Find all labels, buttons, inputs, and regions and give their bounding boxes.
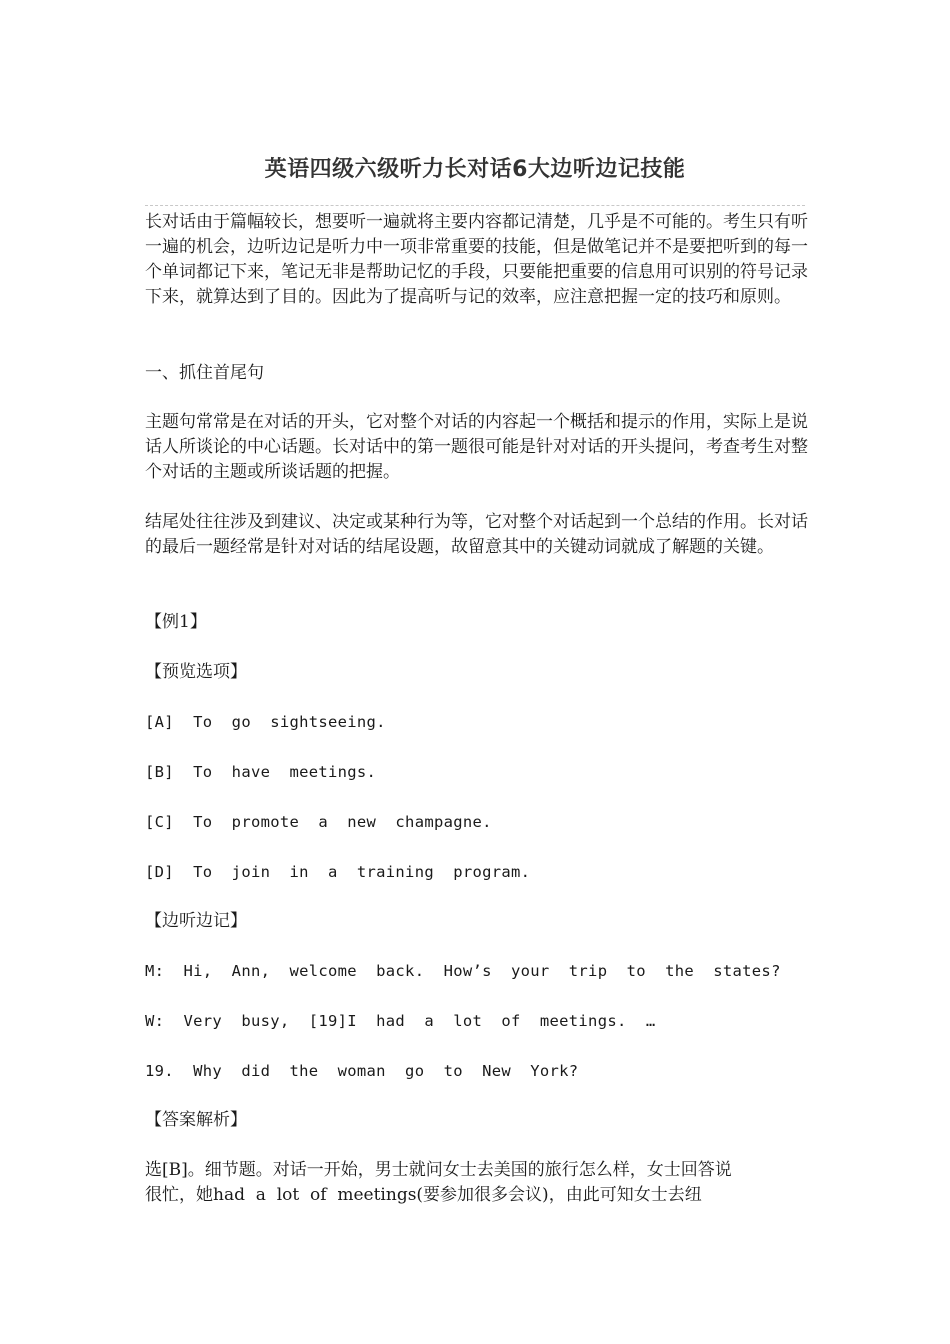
document-title: 英语四级六级听力长对话6大边听边记技能 [264,157,686,182]
title-divider [145,205,805,206]
dialogue-line-woman: W: Very busy, [19]I had a lot of meetings. … [145,1012,656,1030]
option-b: [B] To have meetings. [145,763,377,781]
section-paragraph-2: 结尾处往往涉及到建议、决定或某种行为等，它对整个对话起到一个总结的作用。长对话的最后一题经常是针对对话的结尾设题，故留意其中的关键动词就成了解题的关键。 [145,512,808,557]
intro-paragraph: 长对话由于篇幅较长，想要听一遍就将主要内容都记清楚，几乎是不可能的。考生只有听一遍的机会，边听边记是听力中一项非常重要的技能，但是做笔记并不是要把听到的每一个单词都记下来，笔记无非是帮助记忆的手段，只要能把重要的信息用可识别的符号记录下来，就算达到了目的。因此为了提高听与记的效率，应注意把握一定的技巧和原则。 [145,212,808,307]
option-c: [C] To promote a new champagne. [145,813,492,831]
question-19: 19. Why did the woman go to New York? [145,1062,579,1080]
example-label: 【例1】 [145,612,207,632]
answer-line-1: 选[B]。细节题。对话一开始，男士就问女士去美国的旅行怎么样，女士回答说 [145,1160,732,1180]
section-heading: 一、抓住首尾句 [145,363,264,383]
section-paragraph-1: 主题句常常是在对话的开头，它对整个对话的内容起一个概括和提示的作用，实际上是说话人所谈论的中心话题。长对话中的第一题很可能是针对对话的开头提问，考查考生对整个对话的主题或所谈话题的把握。 [145,412,808,482]
option-a: [A] To go sightseeing. [145,713,386,731]
answer-analysis-label: 【答案解析】 [145,1110,247,1130]
dialogue-line-man: M: Hi, Ann, welcome back. How’s your trip to the states? [145,962,781,980]
answer-line-2: 很忙，她had a lot of meetings(要参加很多会议)，由此可知女士去纽 [145,1185,702,1205]
listen-notes-label: 【边听边记】 [145,911,247,931]
preview-options-label: 【预览选项】 [145,662,247,682]
option-d: [D] To join in a training program. [145,863,531,881]
